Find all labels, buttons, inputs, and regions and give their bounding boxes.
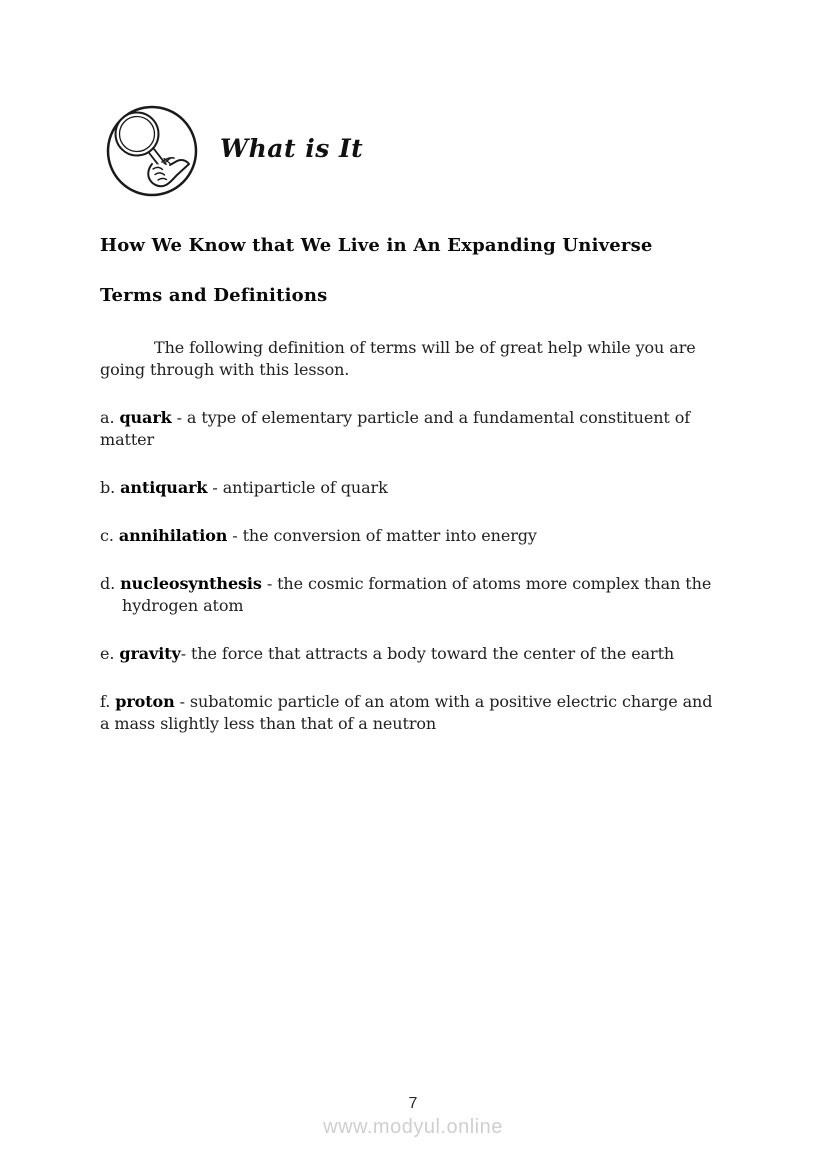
term-definition: - the force that attracts a body toward the center of the earth [180, 644, 675, 663]
term-letter: e. [100, 644, 115, 663]
term-word: nucleosynthesis [120, 574, 262, 593]
term-item-f [100, 691, 725, 735]
term-definition: - the cosmic formation of atoms more complex than the hydrogen atom [122, 574, 712, 615]
subsection-heading: Terms and Definitions [100, 285, 328, 306]
page-title: What is It [220, 134, 364, 163]
page-number: 7 [408, 1095, 418, 1112]
term-definition: - subatomic particle of an atom with a positive electric charge and a mass slightly less than that of a neutron [100, 692, 713, 733]
term-item-a [100, 407, 725, 451]
term-word: gravity [119, 644, 181, 663]
intro-paragraph: The following definition of terms will be of great help while you are going through with this lesson. [100, 338, 696, 379]
term-item-e [100, 643, 725, 665]
term-item-b [100, 477, 725, 499]
term-word: quark [119, 408, 172, 427]
term-word: proton [115, 692, 175, 711]
watermark-url: www.modyul.online [323, 1116, 503, 1138]
term-item-d [100, 573, 725, 617]
magnifying-glass-hand-icon [106, 105, 198, 197]
term-list [100, 407, 725, 735]
term-item-c [100, 525, 725, 547]
term-letter: b. [100, 478, 116, 497]
term-word: antiquark [120, 478, 208, 497]
term-letter: f. [100, 692, 111, 711]
page-content [100, 225, 725, 735]
term-letter: a. [100, 408, 115, 427]
term-word: annihilation [118, 526, 228, 545]
term-definition: - antiparticle of quark [207, 478, 388, 497]
term-letter: d. [100, 574, 116, 593]
term-definition: - the conversion of matter into energy [227, 526, 537, 545]
term-letter: c. [100, 526, 114, 545]
term-definition: - a type of elementary particle and a fundamental constituent of matter [100, 408, 691, 449]
section-heading: How We Know that We Live in An Expanding Universe [100, 235, 653, 256]
